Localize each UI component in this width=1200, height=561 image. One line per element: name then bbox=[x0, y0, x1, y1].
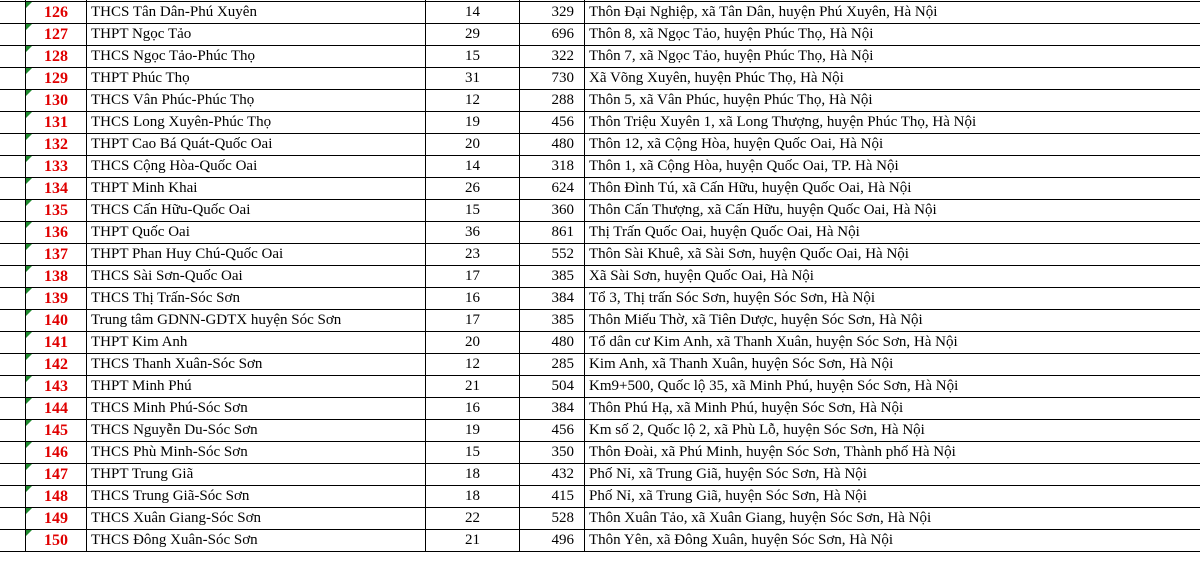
stt-cell[interactable] bbox=[26, 266, 87, 288]
classes-count-cell[interactable]: 17 bbox=[426, 266, 520, 288]
classes-count-cell[interactable]: 19 bbox=[426, 112, 520, 134]
cell-error-indicator-icon bbox=[26, 2, 32, 8]
cell-error-indicator-icon bbox=[26, 288, 32, 294]
school-name-cell[interactable]: THPT Trung Giã bbox=[87, 464, 426, 486]
stt-cell[interactable] bbox=[26, 112, 87, 134]
cell-error-indicator-icon bbox=[26, 398, 32, 404]
students-count-cell[interactable]: 360 bbox=[520, 200, 585, 222]
cell-error-indicator-icon bbox=[26, 24, 32, 30]
address-cell[interactable]: Thôn 7, xã Ngọc Tảo, huyện Phúc Thọ, Hà Nội bbox=[585, 46, 1200, 68]
left-column-cell[interactable] bbox=[0, 2, 26, 24]
stt-cell[interactable] bbox=[26, 508, 87, 530]
table-row[interactable] bbox=[0, 200, 1200, 222]
stt-number: 136 bbox=[44, 224, 68, 241]
school-name-cell[interactable]: THCS Đông Xuân-Sóc Sơn bbox=[87, 530, 426, 552]
classes-count-cell[interactable]: 18 bbox=[426, 464, 520, 486]
left-column-cell[interactable] bbox=[0, 442, 26, 464]
classes-count-cell[interactable]: 17 bbox=[426, 310, 520, 332]
address-cell[interactable]: Thôn Xuân Tảo, xã Xuân Giang, huyện Sóc Sơn, Hà Nội bbox=[585, 508, 1200, 530]
classes-count-cell[interactable]: 16 bbox=[426, 398, 520, 420]
students-count-cell[interactable]: 318 bbox=[520, 156, 585, 178]
students-count-cell[interactable]: 385 bbox=[520, 310, 585, 332]
students-count-cell[interactable]: 528 bbox=[520, 508, 585, 530]
school-name-cell[interactable]: THCS Ngọc Tảo-Phúc Thọ bbox=[87, 46, 426, 68]
address-cell[interactable]: Thôn 8, xã Ngọc Tảo, huyện Phúc Thọ, Hà Nội bbox=[585, 24, 1200, 46]
table-row[interactable] bbox=[0, 90, 1200, 112]
cell-error-indicator-icon bbox=[26, 134, 32, 140]
school-name-cell[interactable]: THCS Xuân Giang-Sóc Sơn bbox=[87, 508, 426, 530]
stt-cell[interactable] bbox=[26, 200, 87, 222]
classes-count-cell[interactable]: 12 bbox=[426, 90, 520, 112]
students-count-cell[interactable]: 496 bbox=[520, 530, 585, 552]
left-column-cell[interactable] bbox=[0, 464, 26, 486]
stt-cell[interactable] bbox=[26, 420, 87, 442]
school-name-cell[interactable]: THPT Phan Huy Chú-Quốc Oai bbox=[87, 244, 426, 266]
classes-count-cell[interactable]: 15 bbox=[426, 46, 520, 68]
school-name-cell[interactable]: THPT Phúc Thọ bbox=[87, 68, 426, 90]
stt-cell[interactable] bbox=[26, 244, 87, 266]
stt-number: 132 bbox=[44, 136, 68, 153]
address-cell[interactable]: Thôn Miếu Thờ, xã Tiên Dược, huyện Sóc Sơn, Hà Nội bbox=[585, 310, 1200, 332]
school-name-cell[interactable]: THCS Minh Phú-Sóc Sơn bbox=[87, 398, 426, 420]
stt-number: 138 bbox=[44, 268, 68, 285]
table-row[interactable] bbox=[0, 354, 1200, 376]
stt-number: 149 bbox=[44, 510, 68, 527]
classes-count-cell[interactable]: 31 bbox=[426, 68, 520, 90]
stt-cell[interactable] bbox=[26, 398, 87, 420]
stt-number: 144 bbox=[44, 400, 68, 417]
school-name-cell[interactable]: THCS Tân Dân-Phú Xuyên bbox=[87, 2, 426, 24]
stt-number: 148 bbox=[44, 488, 68, 505]
classes-count-cell[interactable]: 29 bbox=[426, 24, 520, 46]
stt-cell[interactable] bbox=[26, 464, 87, 486]
address-cell[interactable]: Thôn Đoài, xã Phú Minh, huyện Sóc Sơn, Thành phố Hà Nội bbox=[585, 442, 1200, 464]
stt-cell[interactable] bbox=[26, 156, 87, 178]
cell-error-indicator-icon bbox=[26, 156, 32, 162]
students-count-cell[interactable]: 384 bbox=[520, 288, 585, 310]
cell-error-indicator-icon bbox=[26, 266, 32, 272]
address-cell[interactable]: Xã Võng Xuyên, huyện Phúc Thọ, Hà Nội bbox=[585, 68, 1200, 90]
address-cell[interactable]: Tổ dân cư Kim Anh, xã Thanh Xuân, huyện Sóc Sơn, Hà Nội bbox=[585, 332, 1200, 354]
stt-cell[interactable] bbox=[26, 24, 87, 46]
table-row[interactable] bbox=[0, 178, 1200, 200]
left-column-cell[interactable] bbox=[0, 46, 26, 68]
school-name-cell[interactable]: THCS Thị Trấn-Sóc Sơn bbox=[87, 288, 426, 310]
stt-number: 137 bbox=[44, 246, 68, 263]
school-name-cell[interactable]: THPT Quốc Oai bbox=[87, 222, 426, 244]
classes-count-cell[interactable]: 15 bbox=[426, 442, 520, 464]
classes-count-cell[interactable]: 15 bbox=[426, 200, 520, 222]
stt-number: 131 bbox=[44, 114, 68, 131]
table-row[interactable] bbox=[0, 420, 1200, 442]
left-column-cell[interactable] bbox=[0, 398, 26, 420]
students-count-cell[interactable]: 696 bbox=[520, 24, 585, 46]
students-count-cell[interactable]: 385 bbox=[520, 266, 585, 288]
table-row[interactable] bbox=[0, 398, 1200, 420]
students-count-cell[interactable]: 384 bbox=[520, 398, 585, 420]
cell-error-indicator-icon bbox=[26, 354, 32, 360]
stt-cell[interactable] bbox=[26, 332, 87, 354]
address-cell[interactable]: Thôn Đình Tú, xã Cấn Hữu, huyện Quốc Oai, Hà Nội bbox=[585, 178, 1200, 200]
address-cell[interactable]: Km số 2, Quốc lộ 2, xã Phù Lỗ, huyện Sóc Sơn, Hà Nội bbox=[585, 420, 1200, 442]
left-column-cell[interactable] bbox=[0, 24, 26, 46]
students-count-cell[interactable]: 480 bbox=[520, 332, 585, 354]
cell-error-indicator-icon bbox=[26, 420, 32, 426]
classes-count-cell[interactable]: 16 bbox=[426, 288, 520, 310]
students-count-cell[interactable]: 480 bbox=[520, 134, 585, 156]
table-row[interactable] bbox=[0, 486, 1200, 508]
address-cell[interactable]: Kim Anh, xã Thanh Xuân, huyện Sóc Sơn, Hà Nội bbox=[585, 354, 1200, 376]
table-row[interactable] bbox=[0, 222, 1200, 244]
address-cell[interactable]: Thôn Cấn Thượng, xã Cấn Hữu, huyện Quốc Oai, Hà Nội bbox=[585, 200, 1200, 222]
cell-error-indicator-icon bbox=[26, 376, 32, 382]
left-column-cell[interactable] bbox=[0, 530, 26, 552]
table-row[interactable] bbox=[0, 442, 1200, 464]
stt-number: 130 bbox=[44, 92, 68, 109]
stt-cell[interactable] bbox=[26, 486, 87, 508]
left-column-cell[interactable] bbox=[0, 420, 26, 442]
cell-error-indicator-icon bbox=[26, 46, 32, 52]
stt-cell[interactable] bbox=[26, 134, 87, 156]
table-row[interactable] bbox=[0, 376, 1200, 398]
cell-error-indicator-icon bbox=[26, 200, 32, 206]
table-row[interactable] bbox=[0, 332, 1200, 354]
left-column-cell[interactable] bbox=[0, 508, 26, 530]
stt-cell[interactable] bbox=[26, 376, 87, 398]
cell-error-indicator-icon bbox=[26, 90, 32, 96]
school-name-cell[interactable]: THPT Ngọc Tảo bbox=[87, 24, 426, 46]
address-cell[interactable]: Thôn Đại Nghiệp, xã Tân Dân, huyện Phú Xuyên, Hà Nội bbox=[585, 2, 1200, 24]
address-cell[interactable]: Thôn Yên, xã Đông Xuân, huyện Sóc Sơn, Hà Nội bbox=[585, 530, 1200, 552]
address-cell[interactable]: Thôn Phú Hạ, xã Minh Phú, huyện Sóc Sơn, Hà Nội bbox=[585, 398, 1200, 420]
address-cell[interactable]: Thôn Triệu Xuyên 1, xã Long Thượng, huyện Phúc Thọ, Hà Nội bbox=[585, 112, 1200, 134]
classes-count-cell[interactable]: 18 bbox=[426, 486, 520, 508]
table-row[interactable] bbox=[0, 266, 1200, 288]
address-cell[interactable]: Tổ 3, Thị trấn Sóc Sơn, huyện Sóc Sơn, Hà Nội bbox=[585, 288, 1200, 310]
students-count-cell[interactable]: 285 bbox=[520, 354, 585, 376]
stt-cell[interactable] bbox=[26, 288, 87, 310]
cell-error-indicator-icon bbox=[26, 508, 32, 514]
students-count-cell[interactable]: 329 bbox=[520, 2, 585, 24]
stt-number: 140 bbox=[44, 312, 68, 329]
stt-number: 128 bbox=[44, 48, 68, 65]
students-count-cell[interactable]: 552 bbox=[520, 244, 585, 266]
table-row[interactable] bbox=[0, 46, 1200, 68]
address-cell[interactable]: Thôn 12, xã Cộng Hòa, huyện Quốc Oai, Hà Nội bbox=[585, 134, 1200, 156]
students-count-cell[interactable]: 624 bbox=[520, 178, 585, 200]
stt-cell[interactable] bbox=[26, 178, 87, 200]
school-name-cell[interactable]: THPT Minh Phú bbox=[87, 376, 426, 398]
students-count-cell[interactable]: 322 bbox=[520, 46, 585, 68]
cell-error-indicator-icon bbox=[26, 442, 32, 448]
classes-count-cell[interactable]: 26 bbox=[426, 178, 520, 200]
school-name-cell[interactable]: THCS Nguyễn Du-Sóc Sơn bbox=[87, 420, 426, 442]
table-row[interactable] bbox=[0, 508, 1200, 530]
address-cell[interactable]: Thị Trấn Quốc Oai, huyện Quốc Oai, Hà Nội bbox=[585, 222, 1200, 244]
table-row[interactable] bbox=[0, 530, 1200, 552]
table-row[interactable] bbox=[0, 288, 1200, 310]
table-row[interactable] bbox=[0, 244, 1200, 266]
address-cell[interactable]: Thôn 1, xã Cộng Hòa, huyện Quốc Oai, TP. Hà Nội bbox=[585, 156, 1200, 178]
classes-count-cell[interactable]: 21 bbox=[426, 376, 520, 398]
table-row[interactable] bbox=[0, 156, 1200, 178]
classes-count-cell[interactable]: 36 bbox=[426, 222, 520, 244]
school-name-cell[interactable]: THCS Vân Phúc-Phúc Thọ bbox=[87, 90, 426, 112]
left-column-cell[interactable] bbox=[0, 266, 26, 288]
classes-count-cell[interactable]: 22 bbox=[426, 508, 520, 530]
left-column-cell[interactable] bbox=[0, 244, 26, 266]
school-name-cell[interactable]: THCS Trung Giã-Sóc Sơn bbox=[87, 486, 426, 508]
left-column-cell[interactable] bbox=[0, 68, 26, 90]
stt-cell[interactable] bbox=[26, 90, 87, 112]
stt-cell[interactable] bbox=[26, 354, 87, 376]
cell-error-indicator-icon bbox=[26, 486, 32, 492]
students-count-cell[interactable]: 432 bbox=[520, 464, 585, 486]
school-name-cell[interactable]: THPT Kim Anh bbox=[87, 332, 426, 354]
cell-error-indicator-icon bbox=[26, 222, 32, 228]
stt-number: 126 bbox=[44, 4, 68, 21]
students-count-cell[interactable]: 350 bbox=[520, 442, 585, 464]
left-column-cell[interactable] bbox=[0, 134, 26, 156]
stt-number: 141 bbox=[44, 334, 68, 351]
cell-error-indicator-icon bbox=[26, 332, 32, 338]
cell-error-indicator-icon bbox=[26, 112, 32, 118]
stt-number: 133 bbox=[44, 158, 68, 175]
cell-error-indicator-icon bbox=[26, 68, 32, 74]
stt-number: 139 bbox=[44, 290, 68, 307]
address-cell[interactable]: Thôn 5, xã Vân Phúc, huyện Phúc Thọ, Hà Nội bbox=[585, 90, 1200, 112]
left-column-cell[interactable] bbox=[0, 222, 26, 244]
stt-cell[interactable] bbox=[26, 442, 87, 464]
cell-error-indicator-icon bbox=[26, 464, 32, 470]
students-count-cell[interactable]: 288 bbox=[520, 90, 585, 112]
school-name-cell[interactable]: THCS Cấn Hữu-Quốc Oai bbox=[87, 200, 426, 222]
left-column-cell[interactable] bbox=[0, 486, 26, 508]
classes-count-cell[interactable]: 23 bbox=[426, 244, 520, 266]
classes-count-cell[interactable]: 14 bbox=[426, 2, 520, 24]
school-name-cell[interactable]: THCS Long Xuyên-Phúc Thọ bbox=[87, 112, 426, 134]
left-column-cell[interactable] bbox=[0, 200, 26, 222]
table-row[interactable] bbox=[0, 2, 1200, 24]
classes-count-cell[interactable]: 20 bbox=[426, 332, 520, 354]
table-row[interactable] bbox=[0, 134, 1200, 156]
stt-number: 129 bbox=[44, 70, 68, 87]
address-cell[interactable]: Thôn Sài Khuê, xã Sài Sơn, huyện Quốc Oai, Hà Nội bbox=[585, 244, 1200, 266]
school-name-cell[interactable]: THCS Thanh Xuân-Sóc Sơn bbox=[87, 354, 426, 376]
cell-error-indicator-icon bbox=[26, 530, 32, 536]
stt-cell[interactable] bbox=[26, 46, 87, 68]
table-row[interactable] bbox=[0, 310, 1200, 332]
stt-cell[interactable] bbox=[26, 68, 87, 90]
stt-number: 145 bbox=[44, 422, 68, 439]
classes-count-cell[interactable]: 20 bbox=[426, 134, 520, 156]
address-cell[interactable]: Phố Nỉ, xã Trung Giã, huyện Sóc Sơn, Hà Nội bbox=[585, 486, 1200, 508]
stt-number: 147 bbox=[44, 466, 68, 483]
stt-number: 135 bbox=[44, 202, 68, 219]
stt-number: 142 bbox=[44, 356, 68, 373]
cell-error-indicator-icon bbox=[26, 178, 32, 184]
stt-number: 134 bbox=[44, 180, 68, 197]
school-name-cell[interactable]: THCS Phù Minh-Sóc Sơn bbox=[87, 442, 426, 464]
students-count-cell[interactable]: 504 bbox=[520, 376, 585, 398]
left-column-cell[interactable] bbox=[0, 90, 26, 112]
stt-number: 143 bbox=[44, 378, 68, 395]
stt-cell[interactable] bbox=[26, 2, 87, 24]
left-column-cell[interactable] bbox=[0, 288, 26, 310]
classes-count-cell[interactable]: 19 bbox=[426, 420, 520, 442]
left-column-cell[interactable] bbox=[0, 354, 26, 376]
school-name-cell[interactable]: THCS Cộng Hòa-Quốc Oai bbox=[87, 156, 426, 178]
school-name-cell[interactable]: Trung tâm GDNN-GDTX huyện Sóc Sơn bbox=[87, 310, 426, 332]
school-name-cell[interactable]: THCS Sài Sơn-Quốc Oai bbox=[87, 266, 426, 288]
stt-number: 146 bbox=[44, 444, 68, 461]
students-count-cell[interactable]: 861 bbox=[520, 222, 585, 244]
table-row[interactable] bbox=[0, 24, 1200, 46]
cell-error-indicator-icon bbox=[26, 244, 32, 250]
classes-count-cell[interactable]: 14 bbox=[426, 156, 520, 178]
school-name-cell[interactable]: THPT Cao Bá Quát-Quốc Oai bbox=[87, 134, 426, 156]
left-column-cell[interactable] bbox=[0, 178, 26, 200]
table-row[interactable] bbox=[0, 464, 1200, 486]
left-column-cell[interactable] bbox=[0, 332, 26, 354]
school-name-cell[interactable]: THPT Minh Khai bbox=[87, 178, 426, 200]
stt-number: 150 bbox=[44, 532, 68, 549]
cell-error-indicator-icon bbox=[26, 310, 32, 316]
stt-cell[interactable] bbox=[26, 222, 87, 244]
left-column-cell[interactable] bbox=[0, 112, 26, 134]
students-count-cell[interactable]: 456 bbox=[520, 420, 585, 442]
students-count-cell[interactable]: 730 bbox=[520, 68, 585, 90]
table-row[interactable] bbox=[0, 112, 1200, 134]
stt-cell[interactable] bbox=[26, 530, 87, 552]
left-column-cell[interactable] bbox=[0, 156, 26, 178]
address-cell[interactable]: Phố Nỉ, xã Trung Giã, huyện Sóc Sơn, Hà Nội bbox=[585, 464, 1200, 486]
classes-count-cell[interactable]: 12 bbox=[426, 354, 520, 376]
students-count-cell[interactable]: 456 bbox=[520, 112, 585, 134]
address-cell[interactable]: Km9+500, Quốc lộ 35, xã Minh Phú, huyện Sóc Sơn, Hà Nội bbox=[585, 376, 1200, 398]
left-column-cell[interactable] bbox=[0, 310, 26, 332]
address-cell[interactable]: Xã Sài Sơn, huyện Quốc Oai, Hà Nội bbox=[585, 266, 1200, 288]
left-column-cell[interactable] bbox=[0, 376, 26, 398]
stt-cell[interactable] bbox=[26, 310, 87, 332]
table-row[interactable] bbox=[0, 68, 1200, 90]
classes-count-cell[interactable]: 21 bbox=[426, 530, 520, 552]
stt-number: 127 bbox=[44, 26, 68, 43]
students-count-cell[interactable]: 415 bbox=[520, 486, 585, 508]
